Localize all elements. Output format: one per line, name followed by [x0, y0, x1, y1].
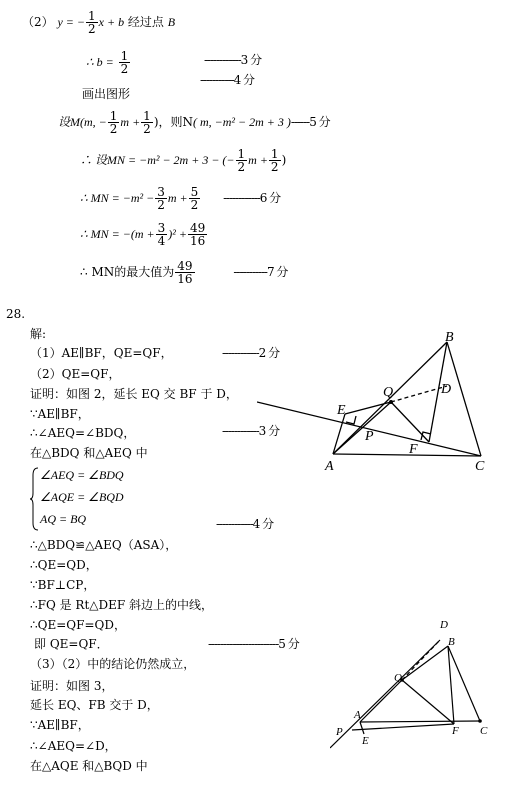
fraction: $\frac{1}{2}$: [120, 49, 129, 76]
label-b: B: [448, 636, 455, 648]
set-m-line: 设M(m, − $\frac{1}{2}$ m + $\frac{1}{2}$ )，则N( m, −m² − 2m + 3 )------5 分: [58, 109, 330, 136]
q28-line-11: ∴QE=QF=QD，: [30, 618, 126, 632]
part2-header: （2） y = − $\frac{1}{2}$ x + b 经过点 B: [22, 9, 176, 36]
label-f: F: [409, 442, 418, 457]
mn-line-3: ∴ MN = −(m + $\frac{3}{4}$ )² + $\frac{49}{16}$: [80, 221, 206, 248]
q28-line-10: ∴FQ 是 Rt△DEF 斜边上的中线，: [30, 598, 214, 612]
q28-line-16: ∵AE∥BF，: [30, 718, 90, 732]
system-eq-1: ∠AEQ = ∠BDQ: [40, 468, 124, 482]
q28-line-4: ∵AE∥BF，: [30, 407, 90, 421]
label-c: C: [480, 725, 488, 737]
equation-system: [30, 467, 190, 531]
draw-figure-text: 画出图形: [82, 87, 131, 101]
q28-score-4: ------------4 分: [216, 517, 274, 531]
segment-pd: [330, 640, 440, 748]
q28-score-3: ------------3 分: [222, 424, 280, 438]
fraction: $\frac{3}{2}$: [157, 185, 165, 212]
label-f: F: [452, 725, 459, 737]
fraction: $\frac{1}{2}$: [270, 147, 279, 174]
q28-line-13: （3）（2）中的结论仍然成立，: [30, 657, 196, 671]
segment-qf: [402, 680, 454, 724]
segment-ac: [333, 454, 481, 456]
label-a: A: [354, 709, 361, 721]
q28-line-14: 证明：如图 3，: [30, 679, 114, 693]
score-4: -----------4 分: [200, 73, 255, 87]
fraction: $\frac{3}{4}$: [157, 221, 166, 248]
fraction: $\frac{1}{2}$: [109, 109, 118, 136]
q28-score-5: -----------------------5 分: [208, 637, 299, 651]
segment-bc: [447, 342, 481, 456]
segment-ac: [360, 721, 480, 722]
system-eq-2: ∠AQE = ∠BQD: [40, 490, 124, 504]
q28-line-8: ∴QE=QD，: [30, 558, 98, 572]
figure-3: [330, 618, 500, 753]
label-p: P: [365, 429, 374, 444]
right-angle-e: [346, 416, 356, 424]
label-q: Q: [394, 672, 402, 684]
label-d: D: [441, 382, 452, 397]
q28-line-17: ∴∠AEQ=∠D，: [30, 739, 117, 753]
label-q: Q: [383, 385, 394, 400]
mn-line-1: ∴ 设MN = −m² − 2m + 3 − (− $\frac{1}{2}$ m + $\frac{1}{2}$ ): [80, 147, 287, 174]
segment-pf: [352, 724, 454, 730]
label-d: D: [440, 619, 448, 631]
q28-score-2: ------------2 分: [222, 346, 280, 360]
q28-line-3: 证明：如图 2，延长 EQ 交 BF 于 D，: [30, 387, 238, 401]
label-c: C: [475, 459, 485, 474]
figure-2: [257, 330, 507, 480]
q28-line-5: ∴∠AEQ=∠BDQ，: [30, 426, 136, 440]
q28-line-12: 即 QE=QF．: [34, 637, 109, 651]
fraction: $\frac{1}{2}$: [237, 147, 246, 174]
mn-line-2: ∴ MN = −m² − $\frac{3}{2}$ m + $\frac{5}{2}$ ------------6 分: [80, 185, 281, 212]
left-brace-icon: [30, 467, 40, 531]
q28-line-18: 在△AQE 和△BQD 中: [30, 759, 148, 773]
b-value-line: ∴ b = $\frac{1}{2}$: [86, 49, 129, 76]
segment-ae: [360, 722, 364, 734]
label-p: P: [336, 726, 343, 738]
segment-qb: [402, 646, 448, 680]
q28-line-2: （2）QE=QF，: [30, 367, 121, 381]
question-number: 28.: [6, 307, 26, 321]
label-b: B: [445, 330, 454, 345]
label-e: E: [362, 735, 369, 747]
q28-line-7: ∴△BDQ≌△AEQ（ASA），: [30, 538, 178, 552]
segment-qa: [360, 680, 402, 722]
fraction: $\frac{1}{2}$: [88, 9, 96, 36]
q28-line-9: ∵BF⊥CP，: [30, 578, 96, 592]
q28-line-6: 在△BDQ 和△AEQ 中: [30, 446, 148, 460]
q28-line-15: 延长 EQ、FB 交于 D，: [30, 698, 159, 712]
fraction: $\frac{5}{2}$: [190, 185, 199, 212]
system-eq-3: AQ = BQ: [40, 512, 87, 526]
score-3: ------------3 分: [204, 53, 262, 67]
label-a: A: [325, 459, 334, 474]
mn-max-line: ∴ MN的最大值为 $\frac{49}{16}$ -----------7 分: [80, 259, 288, 286]
q28-line-1: （1）AE∥BF，QE=QF，: [30, 346, 173, 360]
label-e: E: [337, 403, 346, 418]
solution-label: 解:: [30, 327, 47, 341]
fraction: $\frac{49}{16}$: [189, 221, 206, 248]
fraction: $\frac{49}{16}$: [177, 259, 193, 286]
fraction: $\frac{1}{2}$: [143, 109, 151, 136]
